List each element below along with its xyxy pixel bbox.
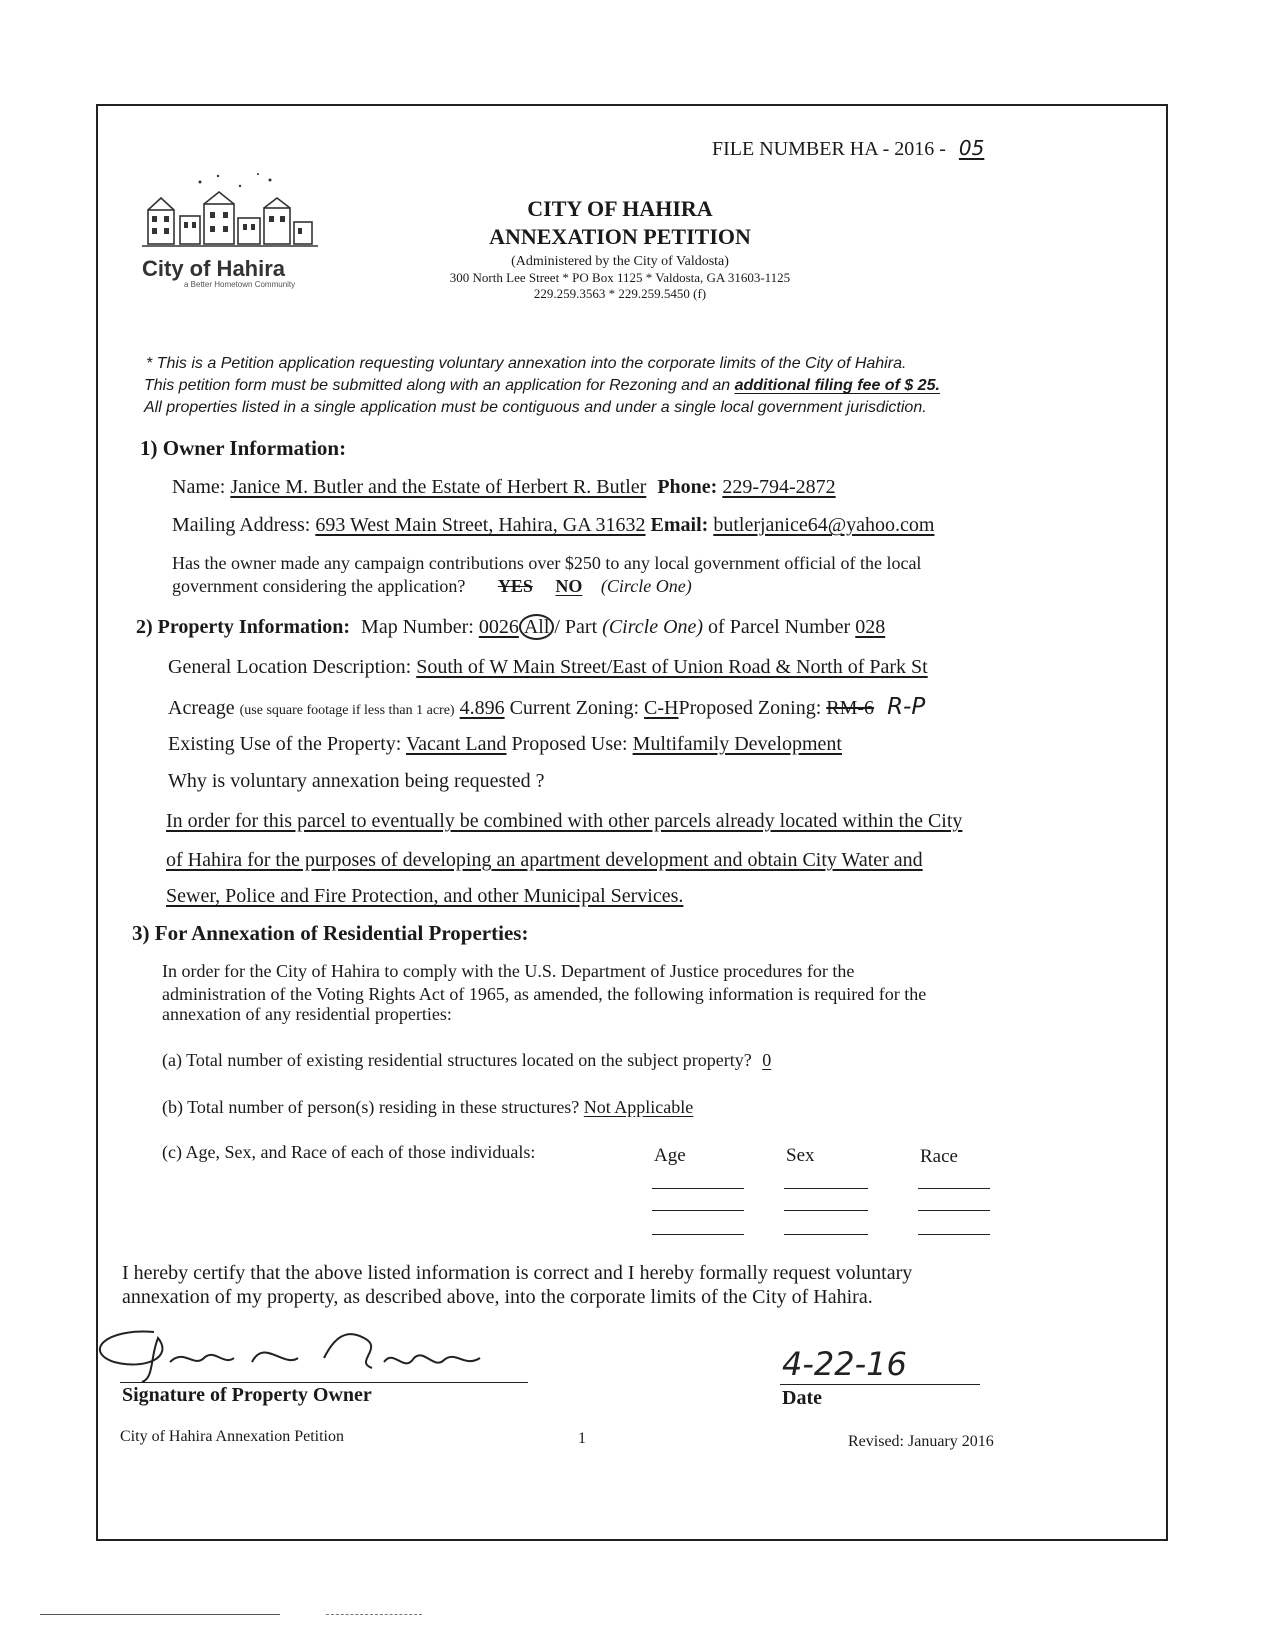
residential-para-line2: administration of the Voting Rights Act of 1965, as amended, the following information is required for the [162, 984, 927, 1004]
phone-label: Phone: [657, 476, 718, 498]
intro-line2 [144, 377, 940, 395]
location-label: General Location Description: [168, 656, 412, 678]
file-number [712, 136, 998, 161]
map-number-value: 0026 [478, 616, 519, 638]
signature-line[interactable] [120, 1382, 528, 1383]
acreage-label: Acreage [168, 697, 235, 719]
contribution-question-line2 [172, 576, 692, 597]
residential-heading: 3) For Annexation of Residential Properties: [132, 921, 529, 945]
proposed-use-label: Proposed Use: [511, 733, 628, 755]
race-blank-1[interactable] [918, 1188, 990, 1189]
name-label: Name: [172, 476, 226, 498]
owner-name-row [172, 476, 836, 499]
intro-line1: * This is a Petition application requesting voluntary annexation into the corporate limits of the City of Hahira. [146, 355, 907, 372]
existing-use-value: Vacant Land [405, 733, 507, 755]
column-race: Race [920, 1146, 958, 1167]
owner-heading: 1) Owner Information: [140, 436, 347, 460]
proposed-use-value: Multifamily Development [632, 733, 842, 755]
signature-area [84, 1318, 534, 1388]
parcel-number-label: of Parcel Number [708, 616, 851, 638]
question-a-row [162, 1050, 771, 1071]
date-handwritten: 4-22-16 [782, 1345, 907, 1383]
proposed-zoning-struck: RM-6 [826, 697, 875, 719]
part-option: / Part [554, 616, 598, 638]
residential-para-line1: In order for the City of Hahira to comply with the U.S. Department of Justice procedures for the [162, 961, 855, 981]
certify-line2: annexation of my property, as described above, into the corporate limits of the City of Hahira. [122, 1286, 873, 1308]
phone-value: 229-794-2872 [722, 476, 836, 498]
mailing-address-label: Mailing Address: [172, 514, 311, 536]
question-c: (c) Age, Sex, and Race of each of those individuals: [162, 1142, 536, 1162]
acreage-note: (use square footage if less than 1 acre) [239, 703, 455, 718]
sex-blank-1[interactable] [784, 1188, 868, 1189]
existing-use-label: Existing Use of the Property: [168, 733, 402, 755]
email-value: butlerjanice64@yahoo.com [713, 514, 935, 536]
sex-blank-3[interactable] [784, 1234, 868, 1235]
property-heading: 2) Property Information: [136, 616, 351, 638]
form-title-block [410, 196, 830, 302]
logo-tagline: a Better Hometown Community [184, 280, 296, 289]
contribution-no: NO [555, 576, 583, 596]
location-row [168, 656, 928, 679]
office-address: 300 North Lee Street * PO Box 1125 * Valdosta, GA 31603-1125 [449, 270, 791, 285]
mailing-address-value: 693 West Main Street, Hahira, GA 31632 [315, 514, 646, 536]
file-number-value: 05 [958, 136, 985, 160]
parcel-number-value: 028 [855, 616, 886, 638]
footer-revised: Revised: January 2016 [848, 1433, 994, 1450]
current-zoning-value: C-H [644, 697, 679, 719]
acreage-row [168, 694, 925, 720]
contribution-question-text: government considering the application? [172, 576, 466, 596]
signature-label: Signature of Property Owner [122, 1384, 372, 1406]
city-skyline-icon [140, 168, 320, 263]
intro-line2-text: This petition form must be submitted along with an application for Rezoning and an [144, 377, 735, 394]
email-label: Email: [650, 514, 709, 536]
filing-fee: additional filing fee of $ 25. [734, 377, 940, 394]
contribution-yes: YES [497, 576, 533, 596]
date-line[interactable] [780, 1384, 980, 1385]
map-number-label: Map Number: [361, 616, 474, 638]
office-phones: 229.259.3563 * 229.259.5450 (f) [533, 286, 707, 301]
race-blank-2[interactable] [918, 1210, 990, 1211]
why-answer-line1: In order for this parcel to eventually be combined with other parcels already located within the City [166, 810, 963, 832]
location-value: South of W Main Street/East of Union Road & North of Park St [416, 656, 928, 678]
logo-text: City of Hahira [142, 256, 286, 281]
acreage-value: 4.896 [459, 697, 505, 719]
owner-address-row [172, 514, 934, 537]
sex-blank-2[interactable] [784, 1210, 868, 1211]
scan-artifact-line-2 [326, 1614, 422, 1615]
residential-para-line3: annexation of any residential properties: [162, 1004, 452, 1024]
age-blank-2[interactable] [652, 1210, 744, 1211]
age-blank-1[interactable] [652, 1188, 744, 1189]
footer-page-number: 1 [578, 1430, 586, 1447]
date-label: Date [782, 1387, 822, 1409]
intro-line3: All properties listed in a single application must be contiguous and under a single local government jurisdiction. [144, 399, 927, 416]
file-number-label: FILE NUMBER HA - 2016 - [712, 138, 946, 160]
why-annexation-label: Why is voluntary annexation being requested ? [168, 770, 545, 792]
age-blank-3[interactable] [652, 1234, 744, 1235]
question-a-value: 0 [762, 1050, 772, 1070]
form-title-line2: ANNEXATION PETITION [489, 224, 751, 249]
city-logo [140, 168, 320, 288]
contribution-question-line1: Has the owner made any campaign contributions over $250 to any local government official of the local [172, 553, 922, 573]
column-sex: Sex [786, 1145, 815, 1166]
race-blank-3[interactable] [918, 1234, 990, 1235]
administered-by: (Administered by the City of Valdosta) [511, 254, 729, 269]
scan-artifact-line-1 [40, 1614, 280, 1615]
question-b-row [162, 1097, 693, 1118]
proposed-zoning-label: Proposed Zoning: [678, 697, 822, 719]
all-circled: All [519, 614, 555, 640]
property-map-row [136, 616, 885, 639]
circle-one-hint-2: (Circle One) [602, 616, 704, 638]
certify-line1: I hereby certify that the above listed information is correct and I hereby formally request voluntary [122, 1262, 913, 1284]
question-b: (b) Total number of person(s) residing in these structures? [162, 1097, 580, 1117]
circle-one-hint: (Circle One) [600, 576, 692, 596]
name-value: Janice M. Butler and the Estate of Herbert R. Butler [230, 476, 647, 498]
current-zoning-label: Current Zoning: [509, 697, 640, 719]
footer-form-name: City of Hahira Annexation Petition [120, 1428, 344, 1445]
column-age: Age [654, 1145, 686, 1166]
question-a: (a) Total number of existing residential structures located on the subject property? [162, 1050, 752, 1070]
question-b-value: Not Applicable [583, 1097, 694, 1117]
form-title-line1: CITY OF HAHIRA [527, 196, 713, 221]
use-row [168, 733, 842, 756]
why-answer-line2: of Hahira for the purposes of developing an apartment development and obtain City Water and [166, 849, 923, 871]
why-answer-line3: Sewer, Police and Fire Protection, and other Municipal Services. [166, 885, 684, 907]
proposed-zoning-handwritten: R-P [887, 694, 926, 720]
